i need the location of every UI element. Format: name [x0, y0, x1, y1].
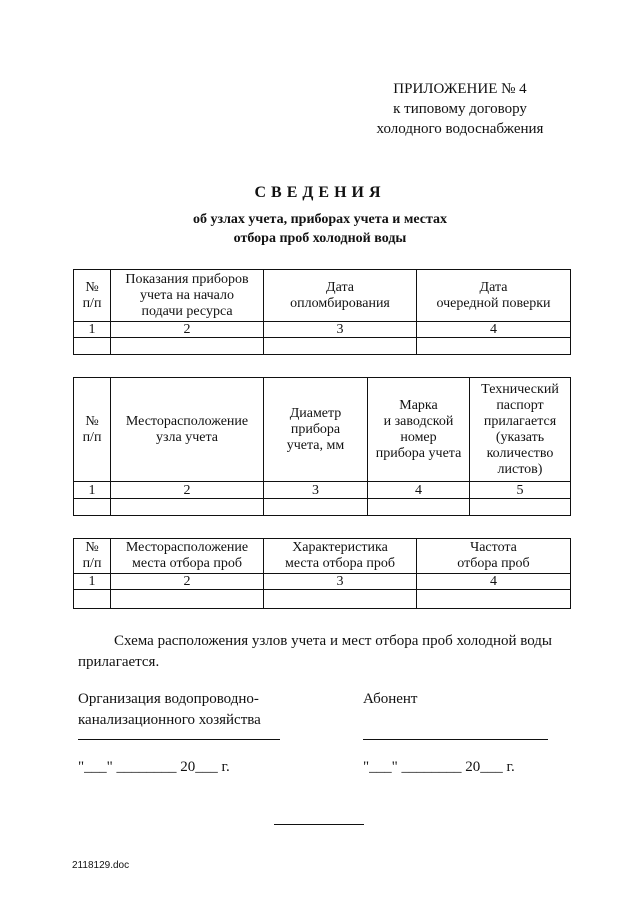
- table-header-row: [74, 270, 571, 322]
- metering-units-table: [73, 377, 571, 516]
- org-line-2: канализационного хозяйства: [78, 712, 261, 728]
- utility-signature-line: [78, 739, 280, 740]
- empty-cell: [470, 499, 571, 516]
- subscriber-label: Абонент: [363, 691, 418, 707]
- document-subtitle: [0, 210, 640, 248]
- column-number: 1: [74, 322, 111, 338]
- table-number-row: [74, 574, 571, 590]
- column-number: 2: [111, 574, 264, 590]
- empty-cell: [264, 338, 417, 355]
- empty-cell: [74, 590, 111, 609]
- column-number: 4: [368, 482, 470, 499]
- appendix-header: [340, 79, 580, 139]
- header-cell-frequency: Частота отбора проб: [417, 539, 571, 574]
- column-number: 1: [74, 482, 111, 499]
- document-title: СВЕДЕНИЯ: [254, 184, 386, 201]
- empty-cell: [111, 499, 264, 516]
- subscriber-date-field: "___" ________ 20___ г.: [363, 759, 515, 775]
- file-name-footer: 2118129.doc: [72, 860, 130, 871]
- table-header-row: [74, 378, 571, 482]
- header-cell-passport: Технический паспорт прилагается (указать количество листов): [470, 378, 571, 482]
- table-number-row: [74, 322, 571, 338]
- header-cell-seal-date: Дата опломбирования: [264, 270, 417, 322]
- column-number: 5: [470, 482, 571, 499]
- table-empty-row: [74, 590, 571, 609]
- column-number: 3: [264, 482, 368, 499]
- header-cell-model: Марка и заводской номер прибора учета: [368, 378, 470, 482]
- empty-cell: [368, 499, 470, 516]
- table-number-row: [74, 482, 571, 499]
- header-cell-number: № п/п: [74, 378, 111, 482]
- header-cell-sampling-location: Месторасположение места отбора проб: [111, 539, 264, 574]
- column-number: 2: [111, 322, 264, 338]
- subtitle-line-1: об узлах учета, приборах учета и местах: [192, 212, 448, 227]
- appendix-number: ПРИЛОЖЕНИЕ № 4: [393, 81, 527, 97]
- header-cell-characteristics: Характеристика места отбора проб: [264, 539, 417, 574]
- empty-cell: [264, 590, 417, 609]
- table-empty-row: [74, 499, 571, 516]
- column-number: 3: [264, 574, 417, 590]
- column-number: 3: [264, 322, 417, 338]
- column-number: 1: [74, 574, 111, 590]
- empty-cell: [111, 590, 264, 609]
- subscriber-signature-line: [363, 739, 548, 740]
- table-header-row: [74, 539, 571, 574]
- subtitle-line-2: отбора проб холодной воды: [233, 231, 407, 246]
- header-cell-readings: Показания приборов учета на начало подачи ресурса: [111, 270, 264, 322]
- table-empty-row: [74, 338, 571, 355]
- empty-cell: [74, 499, 111, 516]
- header-cell-number: № п/п: [74, 270, 111, 322]
- attachment-note: Схема расположения узлов учета и мест отбора проб холодной воды прилагается.: [78, 633, 553, 670]
- sampling-points-table: [73, 538, 571, 609]
- utility-date-field: "___" ________ 20___ г.: [78, 759, 230, 775]
- meters-readings-table: [73, 269, 571, 355]
- header-cell-verification-date: Дата очередной поверки: [417, 270, 571, 322]
- header-cell-number: № п/п: [74, 539, 111, 574]
- column-number: 4: [417, 574, 571, 590]
- column-number: 4: [417, 322, 571, 338]
- header-cell-diameter: Диаметр прибора учета, мм: [264, 378, 368, 482]
- empty-cell: [111, 338, 264, 355]
- header-cell-location: Месторасположение узла учета: [111, 378, 264, 482]
- org-line-1: Организация водопроводно-: [78, 691, 259, 707]
- empty-cell: [74, 338, 111, 355]
- utility-organization-label: [78, 689, 318, 731]
- appendix-line-3: холодного водоснабжения: [376, 121, 544, 137]
- empty-cell: [264, 499, 368, 516]
- separator-line: [274, 824, 364, 825]
- appendix-line-2: к типовому договору: [393, 101, 527, 117]
- empty-cell: [417, 590, 571, 609]
- column-number: 2: [111, 482, 264, 499]
- empty-cell: [417, 338, 571, 355]
